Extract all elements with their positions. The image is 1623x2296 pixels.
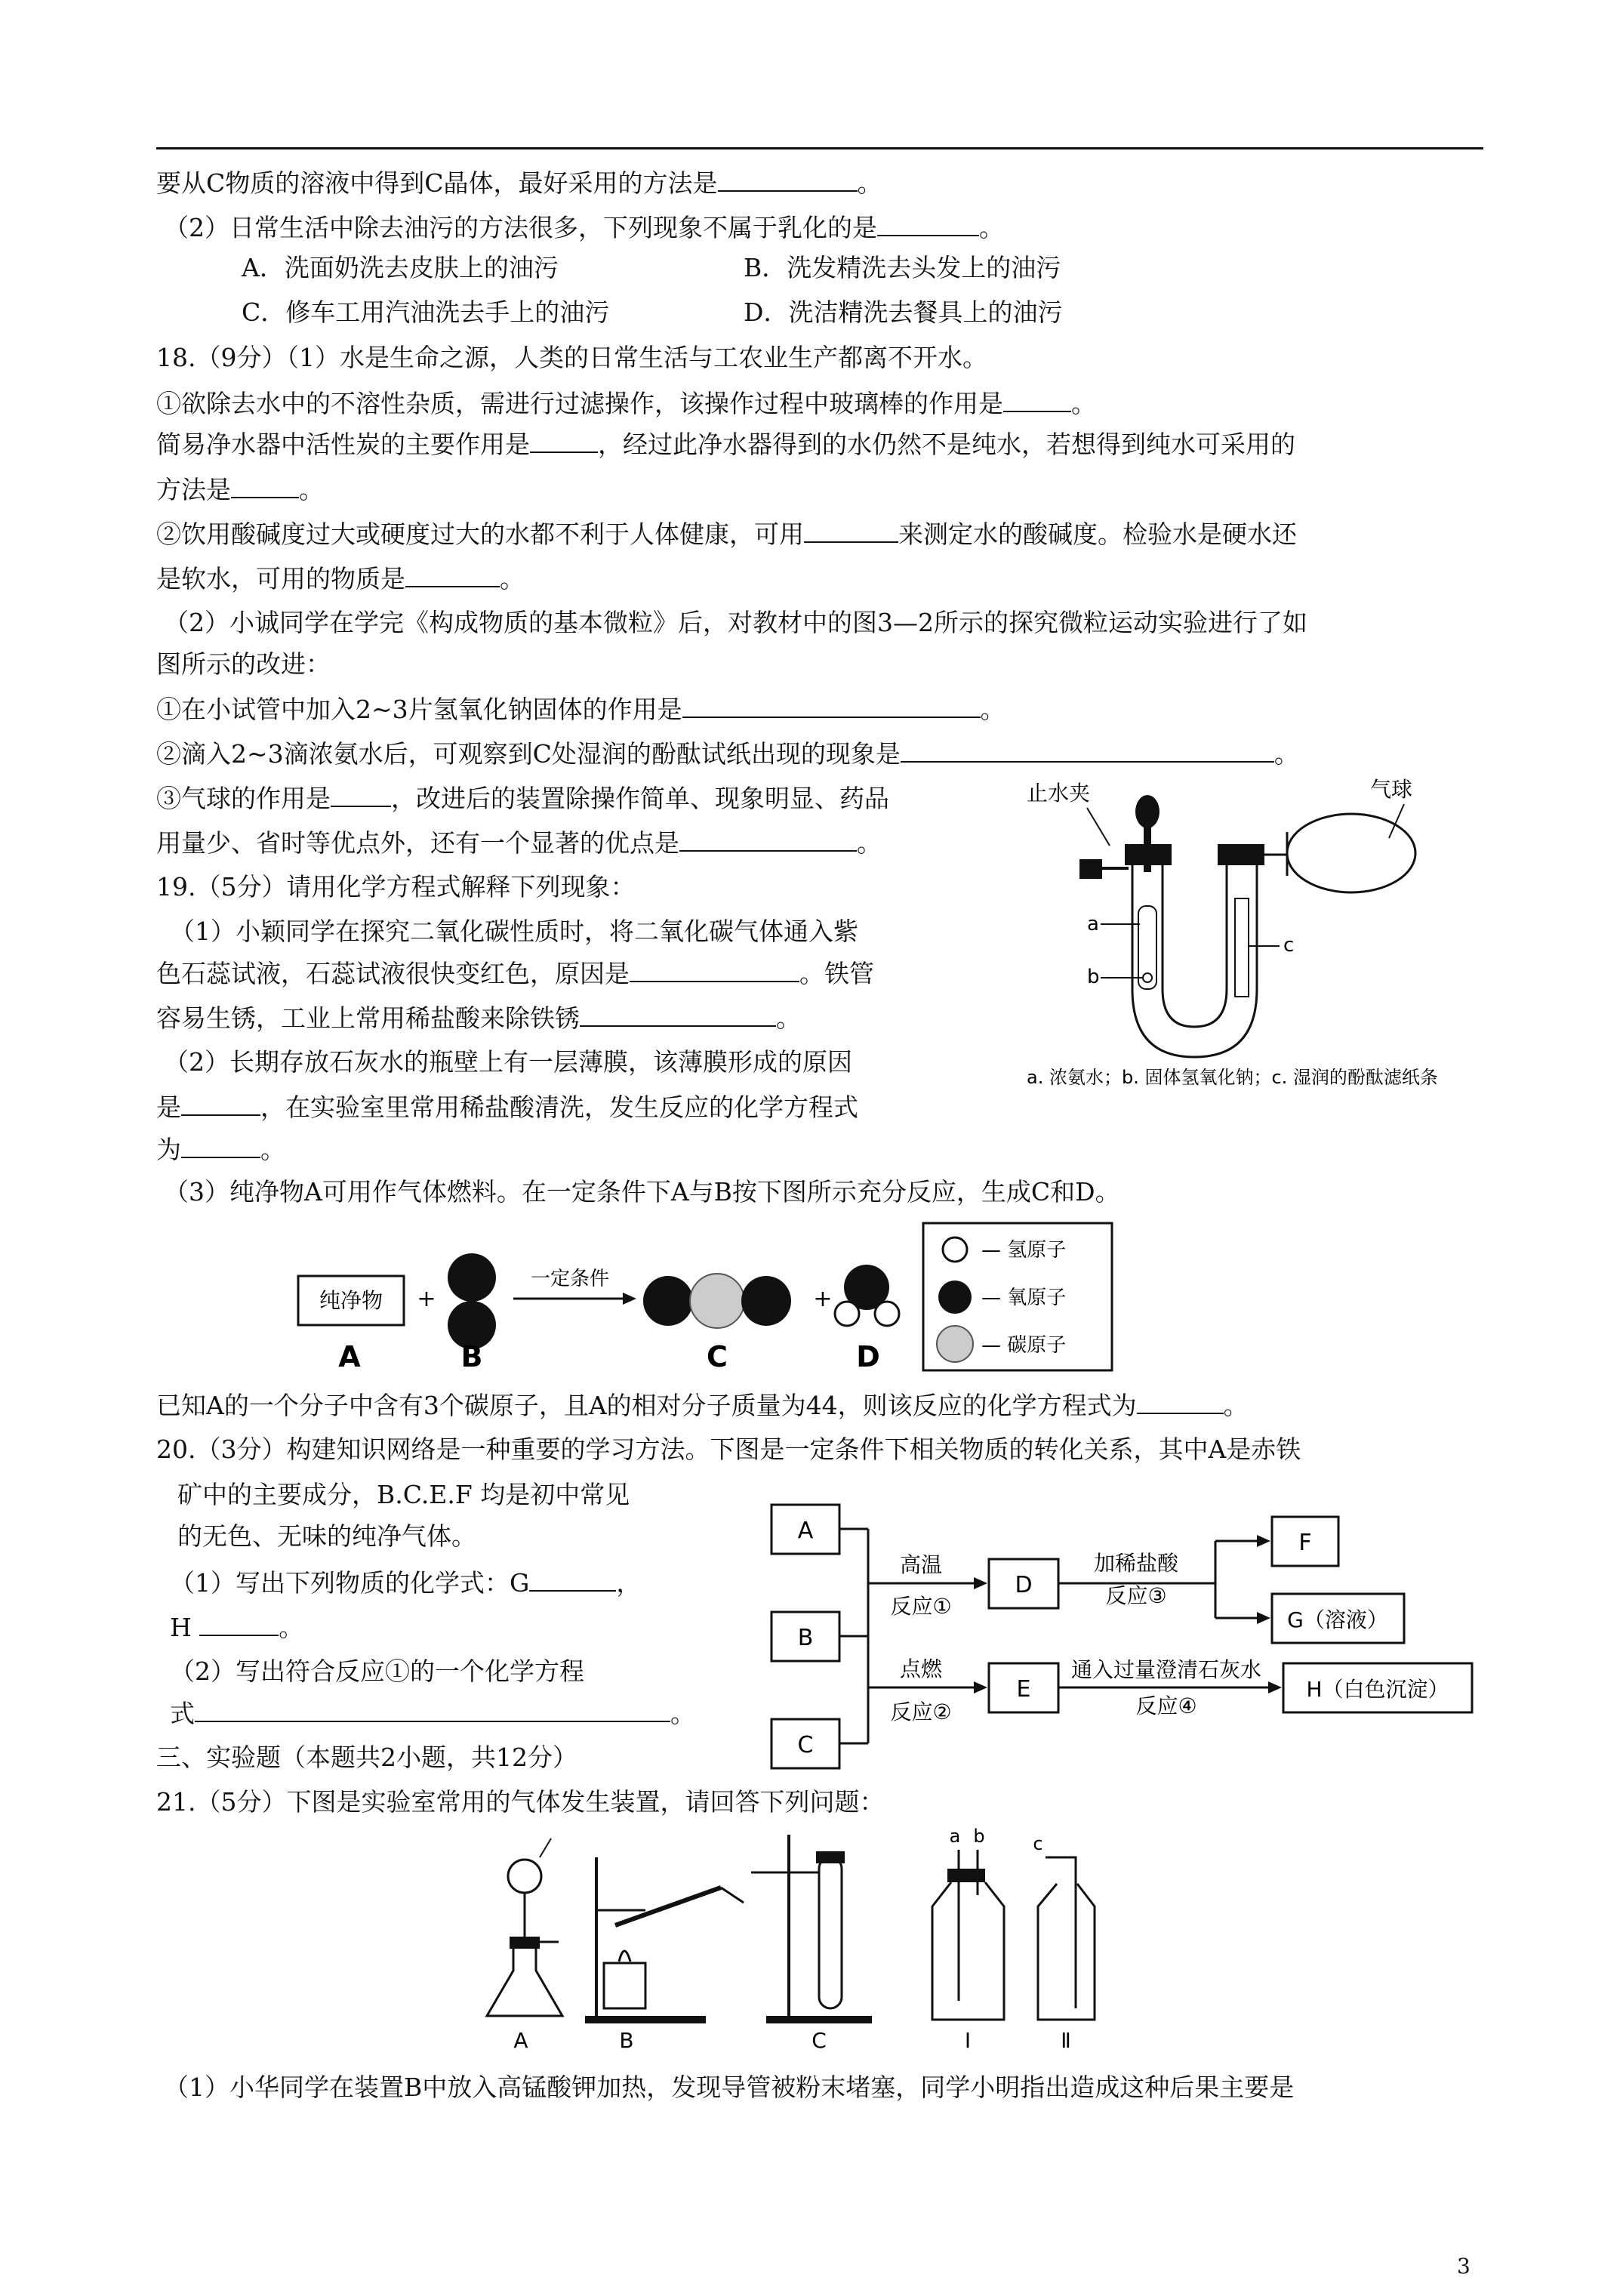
q18-2-a: ①在小试管中加入2~3片氢氧化钠固体的作用是 。 — [156, 692, 1006, 726]
answer-blank[interactable] — [679, 826, 857, 852]
balloon-label: 气球 — [1370, 777, 1413, 802]
answer-blank[interactable] — [580, 1001, 776, 1027]
answer-blank[interactable] — [231, 473, 299, 498]
dropper-bulb-icon — [1135, 795, 1160, 828]
u-tube-apparatus-figure — [1027, 763, 1510, 1095]
q20-1-h: H 。 — [170, 1610, 303, 1644]
q18-1-b: 简易净水器中活性炭的主要作用是 ，经过此净水器得到的水仍然不是纯水，若想得到纯水可采用的 — [156, 427, 1295, 461]
svg-text:A: A — [797, 1518, 814, 1544]
svg-text:高温: 高温 — [899, 1552, 943, 1577]
svg-text:— 氧原子: — 氧原子 — [981, 1287, 1067, 1309]
svg-text:B: B — [797, 1625, 814, 1651]
svg-text:— 氢原子: — 氢原子 — [981, 1239, 1067, 1262]
svg-text:F: F — [1298, 1530, 1312, 1556]
answer-blank[interactable] — [1003, 387, 1071, 412]
svg-text:Ⅱ: Ⅱ — [1061, 2028, 1071, 2053]
q19-title: 19.（5分）请用化学方程式解释下列现象： — [156, 872, 636, 901]
q20-1: （1）写出下列物质的化学式：G ， — [170, 1566, 641, 1600]
section-3-title: 三、实验题（本题共2小题，共12分） — [156, 1743, 577, 1772]
svg-text:反应③: 反应③ — [1105, 1583, 1167, 1608]
pure-substance-label: 纯净物 — [319, 1288, 383, 1313]
option-d: D．洗洁精洗去餐具上的油污 — [744, 297, 1063, 327]
svg-text:D: D — [1015, 1572, 1033, 1598]
svg-text:A: A — [513, 2028, 528, 2053]
answer-blank[interactable] — [630, 957, 799, 982]
q18-title: 18.（9分）（1）水是生命之源，人类的日常生活与工农业生产都离不开水。 — [156, 343, 987, 372]
q21-title: 21.（5分）下图是实验室常用的气体发生装置，请回答下列问题： — [156, 1787, 885, 1817]
svg-text:B: B — [460, 1340, 483, 1373]
answer-blank[interactable] — [181, 1090, 260, 1116]
svg-text:B: B — [619, 2028, 634, 2053]
q19-1-a: （1）小颖同学在探究二氧化碳性质时，将二氧化碳气体通入紫 — [170, 917, 858, 946]
q20-2-cont: 式 。 — [170, 1697, 695, 1730]
svg-text:G（溶液）: G（溶液） — [1287, 1607, 1388, 1632]
svg-text:反应①: 反应① — [890, 1594, 952, 1619]
answer-blank[interactable] — [877, 211, 979, 236]
answer-blank[interactable] — [529, 1566, 616, 1592]
answer-blank[interactable] — [195, 1697, 670, 1722]
answer-blank[interactable] — [331, 781, 391, 807]
q18-2-c: ③气球的作用是 ，改进后的装置除操作简单、现象明显、药品 — [156, 781, 889, 815]
svg-text:Ⅰ: Ⅰ — [964, 2028, 972, 2053]
svg-text:b: b — [973, 1827, 985, 1847]
apparatus-c-test-tube-icon — [751, 1835, 872, 2023]
reaction-diagram — [291, 1216, 1121, 1378]
q19-2-c: 为 。 — [156, 1133, 285, 1166]
q20-2: （2）写出符合反应①的一个化学方程 — [170, 1657, 584, 1686]
svg-text:D: D — [856, 1340, 880, 1373]
answer-blank[interactable] — [405, 562, 500, 587]
q21-1: （1）小华同学在装置B中放入高锰酸钾加热，发现导管被粉末堵塞，同学小明指出造成这种后果主要是 — [164, 2073, 1295, 2102]
q18-2-stem: （2）小诚同学在学完《构成物质的基本微粒》后，对教材中的图3—2所示的探究微粒运动实验进行了如 — [164, 608, 1307, 637]
svg-text:b: b — [1087, 966, 1100, 988]
svg-text:通入过量澄清石灰水: 通入过量澄清石灰水 — [1070, 1657, 1262, 1682]
svg-text:A: A — [338, 1340, 361, 1373]
svg-text:— 碳原子: — 碳原子 — [981, 1334, 1067, 1357]
answer-blank[interactable] — [1137, 1388, 1224, 1414]
q18-2-b: ②滴入2~3滴浓氨水后，可观察到C处湿润的酚酞试纸出现的现象是 。 — [156, 737, 1299, 771]
answer-blank[interactable] — [199, 1610, 279, 1636]
header-rule — [156, 147, 1483, 149]
q20-stem-b: 的无色、无味的纯净气体。 — [177, 1521, 476, 1551]
svg-text:a: a — [949, 1827, 961, 1847]
conversion-flow-diagram — [762, 1499, 1487, 1771]
q18-1-e: 是软水，可用的物质是 。 — [156, 562, 525, 596]
svg-text:E: E — [1016, 1676, 1031, 1703]
apparatus-a-flask-icon — [487, 1838, 562, 2016]
condition-label: 一定条件 — [530, 1268, 610, 1290]
answer-blank[interactable] — [682, 692, 981, 718]
svg-text:+: + — [417, 1286, 436, 1312]
q20-stem-a: 矿中的主要成分，B.C.E.F 均是初中常见 — [177, 1480, 630, 1509]
q19-1-c: 容易生锈，工业上常用稀盐酸来除铁锈 。 — [156, 1001, 801, 1035]
svg-text:点燃: 点燃 — [899, 1657, 943, 1681]
hydrogen-atom-icon — [835, 1302, 859, 1326]
hydrogen-atom-icon — [875, 1302, 899, 1326]
figure-caption: a. 浓氨水；b. 固体氢氧化钠；c. 湿润的酚酞滤纸条 — [1027, 1067, 1438, 1088]
answer-blank[interactable] — [181, 1133, 260, 1158]
bottle-ii-icon — [1038, 1857, 1095, 2020]
q17-line-a: 要从C物质的溶液中得到C晶体，最好采用的方法是 。 — [156, 166, 882, 200]
svg-text:C: C — [707, 1340, 728, 1373]
clamp-icon — [1079, 859, 1102, 879]
svg-text:C: C — [797, 1732, 814, 1758]
svg-text:c: c — [1283, 934, 1295, 957]
svg-text:C: C — [812, 2028, 827, 2053]
q18-2-d: 用量少、省时等优点外，还有一个显著的优点是 。 — [156, 826, 882, 860]
gas-generation-apparatus-figure — [464, 1827, 1106, 2054]
q18-1-a: ①欲除去水中的不溶性杂质，需进行过滤操作，该操作过程中玻璃棒的作用是 。 — [156, 387, 1096, 421]
balloon-icon — [1287, 814, 1415, 892]
q19-2-b: 是 ，在实验室里常用稀盐酸清洗，发生反应的化学方程式 — [156, 1090, 858, 1124]
bottle-i-icon — [932, 1850, 1004, 2020]
option-a: A．洗面奶洗去皮肤上的油污 — [242, 253, 559, 282]
svg-text:反应④: 反应④ — [1135, 1693, 1197, 1718]
answer-blank[interactable] — [901, 737, 1274, 763]
svg-text:反应②: 反应② — [890, 1700, 952, 1724]
q19-2-a: （2）长期存放石灰水的瓶壁上有一层薄膜，该薄膜形成的原因 — [164, 1047, 852, 1077]
carbon-atom-icon — [690, 1274, 744, 1328]
svg-text:a: a — [1087, 913, 1099, 935]
q18-1-c: 方法是 。 — [156, 473, 324, 507]
answer-blank[interactable] — [530, 427, 598, 453]
q18-1-d: ②饮用酸碱度过大或硬度过大的水都不利于人体健康，可用 来测定水的酸碱度。检验水是硬水还 — [156, 517, 1297, 551]
q17-2-stem: （2）日常生活中除去油污的方法很多，下列现象不属于乳化的是 。 — [164, 211, 1004, 245]
svg-text:+: + — [813, 1286, 833, 1312]
q19-1-b: 色石蕊试液，石蕊试液很快变红色，原因是 。铁管 — [156, 957, 874, 991]
answer-blank[interactable] — [718, 166, 858, 192]
clamp-label: 止水夹 — [1027, 781, 1091, 806]
q19-3-question: 已知A的一个分子中含有3个碳原子，且A的相对分子质量为44，则该反应的化学方程式为 。 — [156, 1388, 1249, 1422]
svg-text:加稀盐酸: 加稀盐酸 — [1093, 1551, 1179, 1576]
page-number: 3 — [1457, 2254, 1471, 2279]
oxygen-atom-icon — [448, 1253, 496, 1302]
svg-text:H（白色沉淀）: H（白色沉淀） — [1306, 1677, 1449, 1702]
svg-text:c: c — [1033, 1833, 1043, 1854]
option-c: C．修车工用汽油洗去手上的油污 — [242, 297, 610, 327]
q20-title: 20.（3分）构建知识网络是一种重要的学习方法。下图是一定条件下相关物质的转化关系，其中A是赤铁 — [156, 1435, 1301, 1464]
q18-2-stem-cont: 图所示的改进： — [156, 649, 331, 679]
answer-blank[interactable] — [804, 517, 898, 543]
apparatus-b-heating-icon — [585, 1857, 744, 2023]
q19-3-stem: （3）纯净物A可用作气体燃料。在一定条件下A与B按下图所示充分反应，生成C和D。 — [164, 1177, 1120, 1207]
option-b: B．洗发精洗去头发上的油污 — [744, 253, 1061, 282]
